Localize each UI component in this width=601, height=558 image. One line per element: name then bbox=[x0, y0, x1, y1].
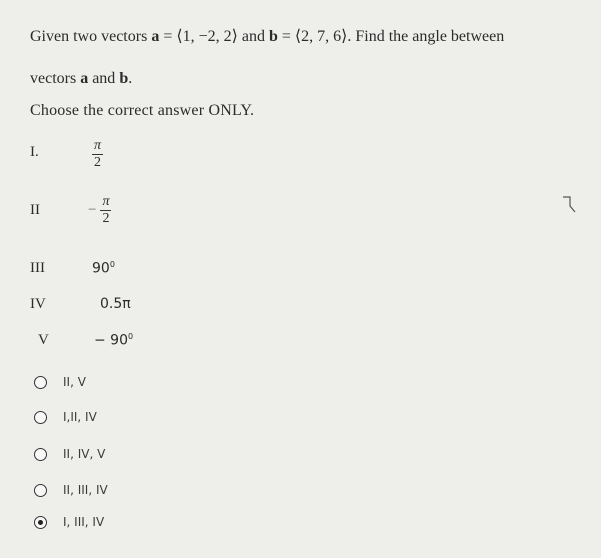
question-text bbox=[30, 16, 595, 100]
option-numeral: IV bbox=[30, 296, 46, 312]
choice-label: I,II, IV bbox=[63, 410, 97, 424]
option-row-5 bbox=[30, 332, 330, 362]
option-value bbox=[88, 194, 111, 227]
line2-vector-b: b bbox=[119, 70, 129, 87]
answer-choice-4[interactable] bbox=[34, 479, 334, 501]
option-numeral: II bbox=[30, 202, 40, 218]
option-row-3 bbox=[30, 260, 330, 290]
question-line2-start: vectors bbox=[30, 70, 81, 87]
option-value bbox=[92, 260, 115, 277]
degree-value: 90 bbox=[92, 260, 110, 277]
vector-a-value: = ⟨1, −2, 2⟩ bbox=[159, 28, 238, 45]
option-row-4 bbox=[30, 296, 330, 326]
answer-choice-3[interactable] bbox=[34, 443, 334, 465]
radio-button[interactable] bbox=[34, 376, 47, 389]
radio-button[interactable] bbox=[34, 484, 47, 497]
question-line-1 bbox=[30, 16, 595, 58]
option-row-2 bbox=[30, 194, 330, 224]
option-numeral: V bbox=[38, 332, 49, 348]
radio-selected-dot bbox=[38, 520, 43, 525]
choice-label: II, V bbox=[63, 375, 86, 389]
radio-button-selected[interactable] bbox=[34, 516, 47, 529]
fraction-denominator: 2 bbox=[94, 155, 101, 170]
instruction-text: Choose the correct answer ONLY. bbox=[30, 102, 255, 119]
option-value bbox=[92, 138, 103, 171]
line2-and: and bbox=[88, 70, 120, 87]
option-numeral: III bbox=[30, 260, 45, 276]
answer-choice-2[interactable] bbox=[34, 406, 334, 428]
question-line1-end: . Find the angle between bbox=[347, 28, 505, 45]
radio-button[interactable] bbox=[34, 411, 47, 424]
answer-choice-1[interactable] bbox=[34, 371, 334, 393]
line2-end: . bbox=[128, 70, 133, 87]
degree-value: − 90 bbox=[94, 332, 128, 349]
vector-b-name: b bbox=[268, 28, 278, 45]
option-row-1 bbox=[30, 138, 330, 168]
line2-vector-a: a bbox=[80, 70, 89, 87]
option-value bbox=[94, 332, 133, 349]
option-value: 0.5π bbox=[100, 296, 131, 312]
vector-a-name: a bbox=[151, 28, 160, 45]
question-and: and bbox=[237, 28, 269, 45]
question-intro: Given two vectors bbox=[30, 28, 152, 45]
minus-sign: − bbox=[88, 202, 97, 218]
fraction-numerator: π bbox=[94, 138, 102, 153]
fraction-numerator: π bbox=[102, 194, 110, 209]
fraction bbox=[100, 194, 111, 227]
degree-superscript: 0 bbox=[128, 332, 134, 341]
question-line-2 bbox=[30, 58, 595, 100]
answer-choice-5[interactable] bbox=[34, 511, 334, 533]
cursor-icon bbox=[562, 196, 578, 218]
degree-superscript: 0 bbox=[109, 260, 115, 269]
choice-label: II, III, IV bbox=[63, 483, 108, 497]
fraction bbox=[92, 138, 103, 171]
fraction-denominator: 2 bbox=[102, 211, 110, 226]
option-numeral: I. bbox=[30, 144, 39, 160]
choice-label: II, IV, V bbox=[63, 447, 106, 461]
radio-button[interactable] bbox=[34, 448, 47, 461]
negative-fraction bbox=[88, 194, 111, 227]
choice-label: I, III, IV bbox=[63, 515, 105, 529]
vector-b-value: = ⟨2, 7, 6⟩ bbox=[277, 28, 348, 45]
